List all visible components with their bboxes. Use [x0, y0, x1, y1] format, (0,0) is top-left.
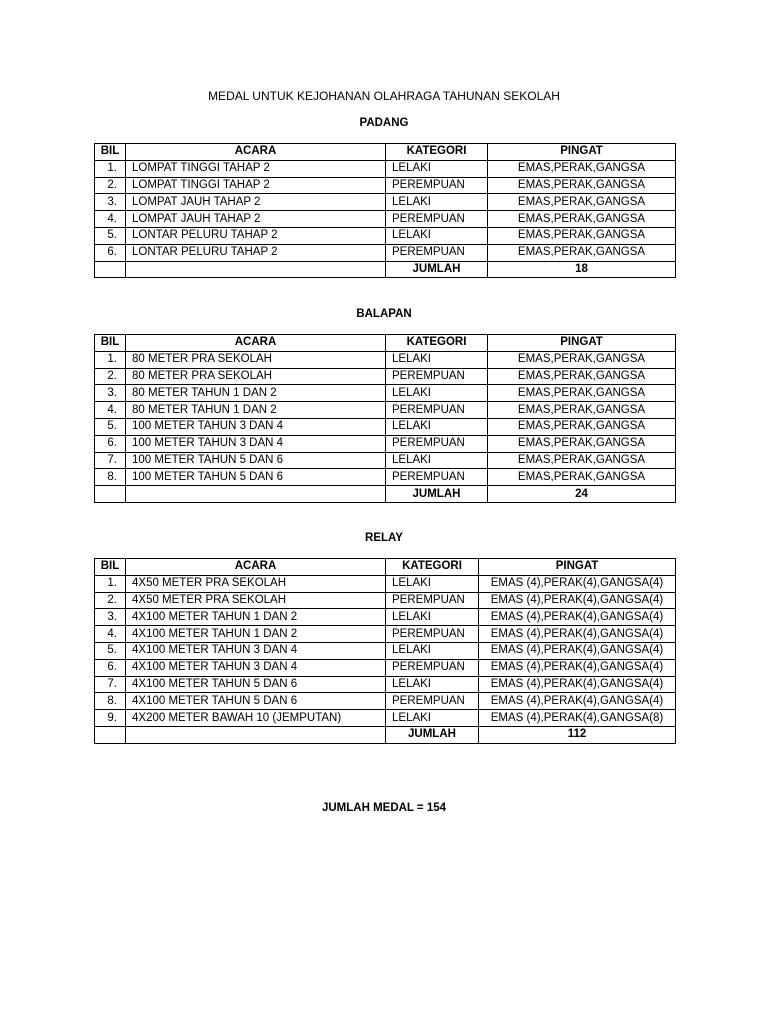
cell-pingat: EMAS,PERAK,GANGSA: [488, 402, 676, 419]
cell-kategori: PEREMPUAN: [386, 693, 479, 710]
cell-bil: 3.: [95, 609, 126, 626]
cell-pingat: EMAS,PERAK,GANGSA: [488, 469, 676, 486]
cell-bil: 1.: [95, 351, 126, 368]
cell-pingat: EMAS,PERAK,GANGSA: [488, 244, 676, 261]
grand-total: JUMLAH MEDAL = 154: [321, 802, 447, 814]
empty-cell: [126, 486, 386, 503]
cell-acara: 4X100 METER TAHUN 5 DAN 6: [126, 676, 386, 693]
cell-acara: 80 METER TAHUN 1 DAN 2: [126, 385, 386, 402]
cell-kategori: LELAKI: [386, 609, 479, 626]
empty-cell: [126, 261, 386, 278]
table-row: [95, 211, 676, 228]
cell-bil: 9.: [95, 710, 126, 727]
jumlah-value: 18: [488, 261, 676, 278]
section-heading-balapan: BALAPAN: [356, 308, 412, 320]
cell-bil: 8.: [95, 693, 126, 710]
cell-pingat: EMAS,PERAK,GANGSA: [488, 418, 676, 435]
table-row: [95, 368, 676, 385]
table-padang: [94, 143, 676, 278]
header-acara: ACARA: [126, 559, 386, 576]
cell-acara: 4X100 METER TAHUN 5 DAN 6: [126, 693, 386, 710]
empty-cell: [95, 726, 126, 743]
cell-bil: 8.: [95, 469, 126, 486]
cell-kategori: LELAKI: [386, 418, 488, 435]
cell-bil: 5.: [95, 227, 126, 244]
cell-pingat: EMAS (4),PERAK(4),GANGSA(4): [479, 626, 676, 643]
cell-bil: 6.: [95, 435, 126, 452]
cell-acara: LONTAR PELURU TAHAP 2: [126, 244, 386, 261]
cell-pingat: EMAS (4),PERAK(4),GANGSA(4): [479, 642, 676, 659]
table-row: [95, 609, 676, 626]
cell-kategori: PEREMPUAN: [386, 659, 479, 676]
cell-acara: 100 METER TAHUN 3 DAN 4: [126, 435, 386, 452]
cell-bil: 1.: [95, 160, 126, 177]
cell-pingat: EMAS (4),PERAK(4),GANGSA(4): [479, 659, 676, 676]
cell-kategori: LELAKI: [386, 710, 479, 727]
cell-bil: 5.: [95, 642, 126, 659]
cell-bil: 6.: [95, 659, 126, 676]
cell-pingat: EMAS,PERAK,GANGSA: [488, 194, 676, 211]
table-row: [95, 626, 676, 643]
table-row: [95, 160, 676, 177]
jumlah-value: 24: [488, 486, 676, 503]
cell-pingat: EMAS,PERAK,GANGSA: [488, 160, 676, 177]
cell-pingat: EMAS,PERAK,GANGSA: [488, 351, 676, 368]
jumlah-label: JUMLAH: [386, 486, 488, 503]
cell-pingat: EMAS,PERAK,GANGSA: [488, 368, 676, 385]
cell-bil: 2.: [95, 177, 126, 194]
cell-acara: LOMPAT JAUH TAHAP 2: [126, 211, 386, 228]
cell-kategori: LELAKI: [386, 227, 488, 244]
header-kategori: KATEGORI: [386, 144, 488, 161]
cell-pingat: EMAS (4),PERAK(4),GANGSA(4): [479, 693, 676, 710]
table-row: [95, 402, 676, 419]
cell-acara: 4X50 METER PRA SEKOLAH: [126, 592, 386, 609]
table-row: [95, 177, 676, 194]
cell-kategori: PEREMPUAN: [386, 402, 488, 419]
cell-pingat: EMAS,PERAK,GANGSA: [488, 211, 676, 228]
table-row: [95, 452, 676, 469]
cell-bil: 7.: [95, 452, 126, 469]
cell-kategori: LELAKI: [386, 642, 479, 659]
table-row: [95, 385, 676, 402]
cell-pingat: EMAS (4),PERAK(4),GANGSA(8): [479, 710, 676, 727]
header-bil: BIL: [95, 144, 126, 161]
table-row: [95, 227, 676, 244]
header-kategori: KATEGORI: [386, 335, 488, 352]
cell-kategori: PEREMPUAN: [386, 469, 488, 486]
cell-kategori: PEREMPUAN: [386, 592, 479, 609]
table-row: [95, 592, 676, 609]
table-header-row: [95, 559, 676, 576]
table-row: [95, 659, 676, 676]
cell-acara: 80 METER TAHUN 1 DAN 2: [126, 402, 386, 419]
cell-bil: 6.: [95, 244, 126, 261]
cell-pingat: EMAS,PERAK,GANGSA: [488, 177, 676, 194]
table-row: [95, 676, 676, 693]
empty-cell: [95, 486, 126, 503]
table-row: [95, 351, 676, 368]
cell-bil: 3.: [95, 385, 126, 402]
cell-bil: 2.: [95, 368, 126, 385]
cell-bil: 5.: [95, 418, 126, 435]
cell-bil: 4.: [95, 211, 126, 228]
header-pingat: PINGAT: [479, 559, 676, 576]
table-row: [95, 244, 676, 261]
cell-pingat: EMAS (4),PERAK(4),GANGSA(4): [479, 575, 676, 592]
total-row: [95, 726, 676, 743]
cell-bil: 3.: [95, 194, 126, 211]
table-row: [95, 710, 676, 727]
cell-acara: 4X100 METER TAHUN 3 DAN 4: [126, 659, 386, 676]
section-heading-padang: PADANG: [359, 117, 409, 129]
header-bil: BIL: [95, 335, 126, 352]
table-header-row: [95, 144, 676, 161]
cell-pingat: EMAS (4),PERAK(4),GANGSA(4): [479, 609, 676, 626]
cell-acara: LOMPAT TINGGI TAHAP 2: [126, 160, 386, 177]
cell-acara: LONTAR PELURU TAHAP 2: [126, 227, 386, 244]
cell-kategori: PEREMPUAN: [386, 435, 488, 452]
cell-acara: LOMPAT TINGGI TAHAP 2: [126, 177, 386, 194]
cell-kategori: PEREMPUAN: [386, 368, 488, 385]
table-row: [95, 435, 676, 452]
jumlah-value: 112: [479, 726, 676, 743]
cell-acara: 4X100 METER TAHUN 1 DAN 2: [126, 609, 386, 626]
cell-pingat: EMAS,PERAK,GANGSA: [488, 227, 676, 244]
cell-acara: 4X100 METER TAHUN 1 DAN 2: [126, 626, 386, 643]
header-acara: ACARA: [126, 335, 386, 352]
jumlah-label: JUMLAH: [386, 261, 488, 278]
header-pingat: PINGAT: [488, 144, 676, 161]
section-heading-relay: RELAY: [365, 532, 403, 544]
table-header-row: [95, 335, 676, 352]
header-kategori: KATEGORI: [386, 559, 479, 576]
cell-pingat: EMAS (4),PERAK(4),GANGSA(4): [479, 592, 676, 609]
cell-kategori: PEREMPUAN: [386, 211, 488, 228]
table-balapan: [94, 334, 676, 503]
cell-kategori: LELAKI: [386, 575, 479, 592]
cell-kategori: PEREMPUAN: [386, 244, 488, 261]
cell-pingat: EMAS,PERAK,GANGSA: [488, 435, 676, 452]
cell-acara: 80 METER PRA SEKOLAH: [126, 351, 386, 368]
cell-bil: 7.: [95, 676, 126, 693]
cell-acara: 100 METER TAHUN 5 DAN 6: [126, 469, 386, 486]
cell-acara: 80 METER PRA SEKOLAH: [126, 368, 386, 385]
cell-acara: 100 METER TAHUN 5 DAN 6: [126, 452, 386, 469]
total-row: [95, 486, 676, 503]
cell-pingat: EMAS,PERAK,GANGSA: [488, 452, 676, 469]
header-bil: BIL: [95, 559, 126, 576]
header-pingat: PINGAT: [488, 335, 676, 352]
cell-kategori: PEREMPUAN: [386, 177, 488, 194]
table-row: [95, 194, 676, 211]
table-row: [95, 575, 676, 592]
empty-cell: [95, 261, 126, 278]
total-row: [95, 261, 676, 278]
cell-kategori: LELAKI: [386, 452, 488, 469]
table-row: [95, 642, 676, 659]
cell-bil: 2.: [95, 592, 126, 609]
cell-bil: 4.: [95, 402, 126, 419]
cell-kategori: PEREMPUAN: [386, 626, 479, 643]
header-acara: ACARA: [126, 144, 386, 161]
table-relay: [94, 558, 676, 744]
table-row: [95, 469, 676, 486]
cell-kategori: LELAKI: [386, 351, 488, 368]
cell-acara: 4X100 METER TAHUN 3 DAN 4: [126, 642, 386, 659]
cell-kategori: LELAKI: [386, 676, 479, 693]
cell-acara: 100 METER TAHUN 3 DAN 4: [126, 418, 386, 435]
cell-acara: 4X50 METER PRA SEKOLAH: [126, 575, 386, 592]
empty-cell: [126, 726, 386, 743]
cell-bil: 1.: [95, 575, 126, 592]
cell-pingat: EMAS (4),PERAK(4),GANGSA(4): [479, 676, 676, 693]
cell-kategori: LELAKI: [386, 194, 488, 211]
table-row: [95, 418, 676, 435]
jumlah-label: JUMLAH: [386, 726, 479, 743]
cell-pingat: EMAS,PERAK,GANGSA: [488, 385, 676, 402]
cell-kategori: LELAKI: [386, 160, 488, 177]
cell-kategori: LELAKI: [386, 385, 488, 402]
cell-acara: LOMPAT JAUH TAHAP 2: [126, 194, 386, 211]
cell-acara: 4X200 METER BAWAH 10 (JEMPUTAN): [126, 710, 386, 727]
table-row: [95, 693, 676, 710]
cell-bil: 4.: [95, 626, 126, 643]
document-title: MEDAL UNTUK KEJOHANAN OLAHRAGA TAHUNAN SEKOLAH: [208, 89, 560, 103]
